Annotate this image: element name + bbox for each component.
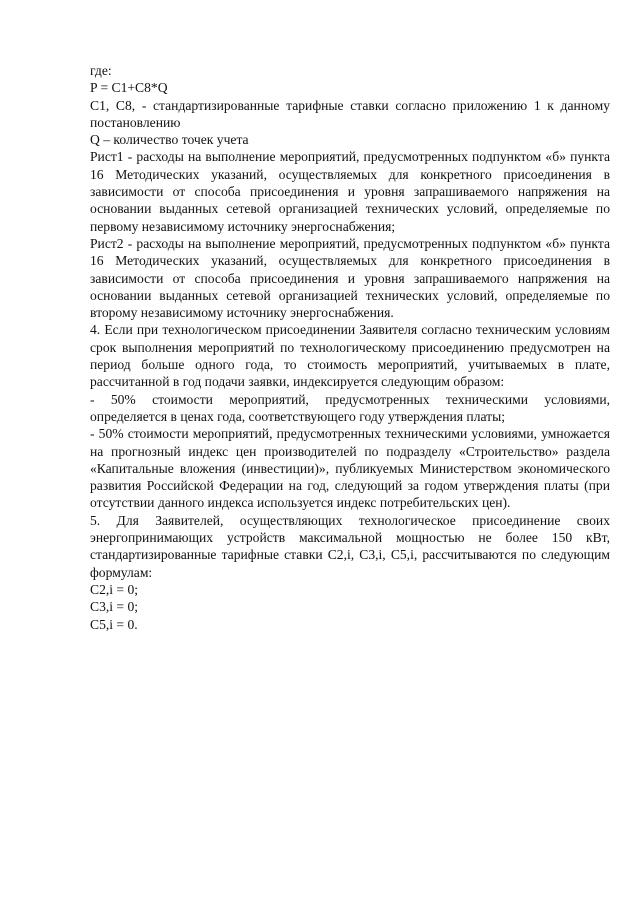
item-4: 4. Если при технологическом присоединении Заявителя согласно техническим условиям срок выполнения мероприятий по технологическому присоединению предусмотрен на период больше одного года, то стоимость мероприятий, учитываемых в плате, рассчитанной в год подачи заявки, индексируется следующим образом: — [90, 322, 610, 390]
item-4-bullet-a: - 50% стоимости мероприятий, предусмотренных техническими условиями, определяется в ценах года, соответствующего году утверждения платы; — [90, 391, 610, 424]
q-definition: Q – количество точек учета — [90, 132, 249, 148]
item-4-bullet-b: - 50% стоимости мероприятий, предусмотренных техническими условиями, умножается на прогнозный индекс цен производителей по подразделу «Строительство» раздела «Капитальные вложения (инвестиции)», публикуемых Министерством экономического развития Российской Федерации на год, следующий за годом утверждения платы (при отсутствии данного индекса используется индекс потребительских цен). — [90, 426, 610, 511]
c1-c8-definition: C1, C8, - стандартизированные тарифные ставки согласно приложению 1 к данному постановлению — [90, 97, 610, 130]
document-page — [90, 62, 610, 633]
formula-p: P = C1+C8*Q — [90, 80, 168, 96]
where-label: где: — [90, 63, 112, 78]
formula-c3: C3,i = 0; — [90, 599, 139, 615]
formula-c2: C2,i = 0; — [90, 581, 139, 597]
rist2-definition: Рист2 - расходы на выполнение мероприятий, предусмотренных подпунктом «б» пункта 16 Методических указаний, осуществляемых для конкретного присоединения в зависимости от способа присоединения и уровня запрашиваемого напряжения на основании выданных сетевой организацией технических условий, определяемые по второму независимому источнику энергоснабжения. — [90, 235, 610, 321]
formula-c5: C5,i = 0. — [90, 616, 138, 632]
item-5: 5. Для Заявителей, осуществляющих технологическое присоединение своих энергопринимающих устройств максимальной мощностью не более 150 кВт, стандартизированные тарифные ставки C2,i, C3,i, C5,i, рассчитываются по следующим формулам: — [90, 512, 610, 580]
rist1-definition: Рист1 - расходы на выполнение мероприятий, предусмотренных подпунктом «б» пункта 16 Методических указаний, осуществляемых для конкретного присоединения в зависимости от способа присоединения и уровня запрашиваемого напряжения на основании выданных сетевой организацией технических условий, определяемые по первому независимому источнику энергоснабжения; — [90, 149, 610, 234]
